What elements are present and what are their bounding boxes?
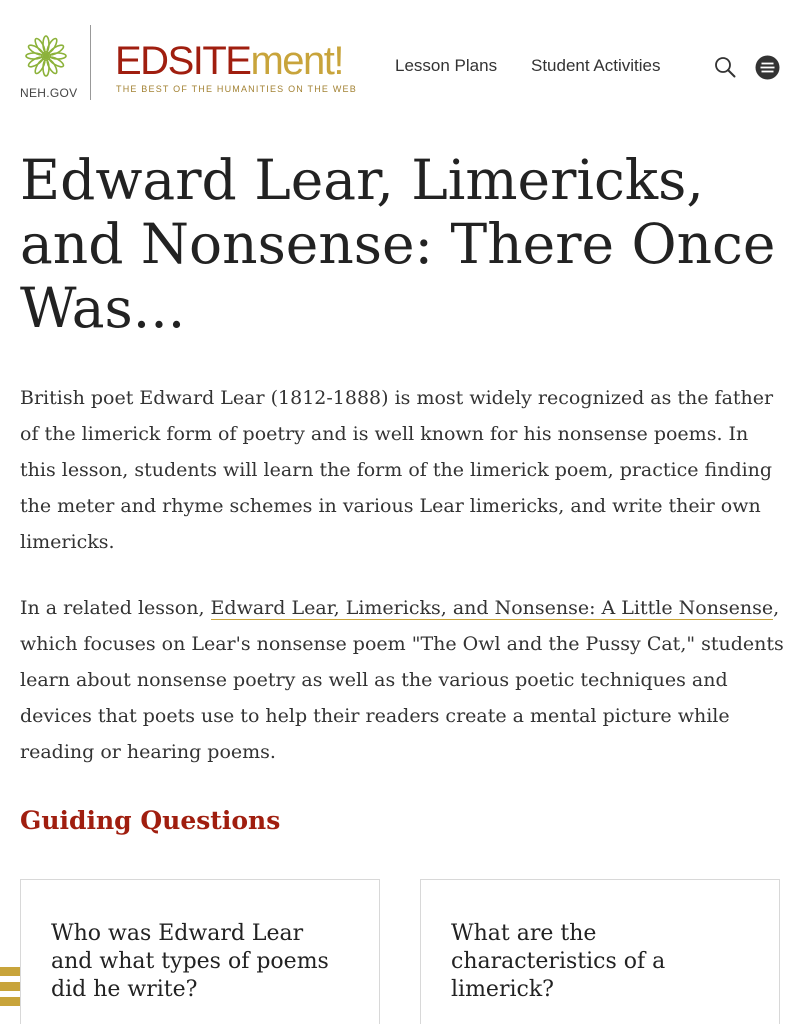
guiding-question-card	[20, 879, 380, 1024]
intro-paragraph: British poet Edward Lear (1812-1888) is most widely recognized as the father of the limerick form of poetry and is well known for his nonsense poems. In this lesson, students will learn the form of the limerick poem, practice finding the meter and rhyme schemes in various Lear limericks, and write their own limericks.	[20, 387, 774, 553]
page-title: Edward Lear, Limericks, and Nonsense: There Once Was...	[20, 148, 776, 340]
side-bar-stripe	[0, 997, 20, 1006]
search-icon[interactable]	[714, 56, 736, 78]
menu-icon[interactable]	[755, 55, 780, 80]
site-header	[0, 0, 800, 120]
side-bar-stripe	[0, 982, 20, 991]
edsitement-logo[interactable]	[115, 36, 360, 100]
brand-ed: EDSITE	[115, 39, 251, 83]
brand-tagline: THE BEST OF THE HUMANITIES ON THE WEB	[116, 84, 357, 94]
brand-wordmark	[115, 36, 360, 86]
related-prefix: In a related lesson,	[20, 597, 211, 619]
neh-logo[interactable]	[20, 32, 78, 104]
related-lesson-paragraph	[20, 590, 785, 770]
neh-flower-icon	[24, 34, 68, 78]
side-bar-stripe	[0, 967, 20, 976]
guiding-questions-heading: Guiding Questions	[20, 806, 281, 835]
nav-student-activities[interactable]: Student Activities	[531, 56, 661, 75]
neh-gov-label: NEH.GOV	[20, 86, 78, 100]
related-lesson-link[interactable]: Edward Lear, Limericks, and Nonsense: A Little Nonsense	[210, 597, 774, 619]
guiding-question-card	[420, 879, 780, 1024]
nav-lesson-plans[interactable]: Lesson Plans	[395, 56, 498, 75]
side-menu-tab[interactable]	[0, 967, 22, 1007]
guiding-question-text: What are the characteristics of a limerick?	[451, 921, 666, 1002]
related-suffix: , which focuses on Lear's nonsense poem "The Owl and the Pussy Cat," students learn about nonsense poetry as well as the various poetic techniques and devices that poets use to help their readers create a mental picture while reading or hearing poems.	[20, 597, 784, 763]
brand-ment: ment!	[250, 39, 344, 83]
guiding-question-text: Who was Edward Lear and what types of poems did he write?	[51, 921, 329, 1002]
header-divider	[90, 25, 91, 100]
